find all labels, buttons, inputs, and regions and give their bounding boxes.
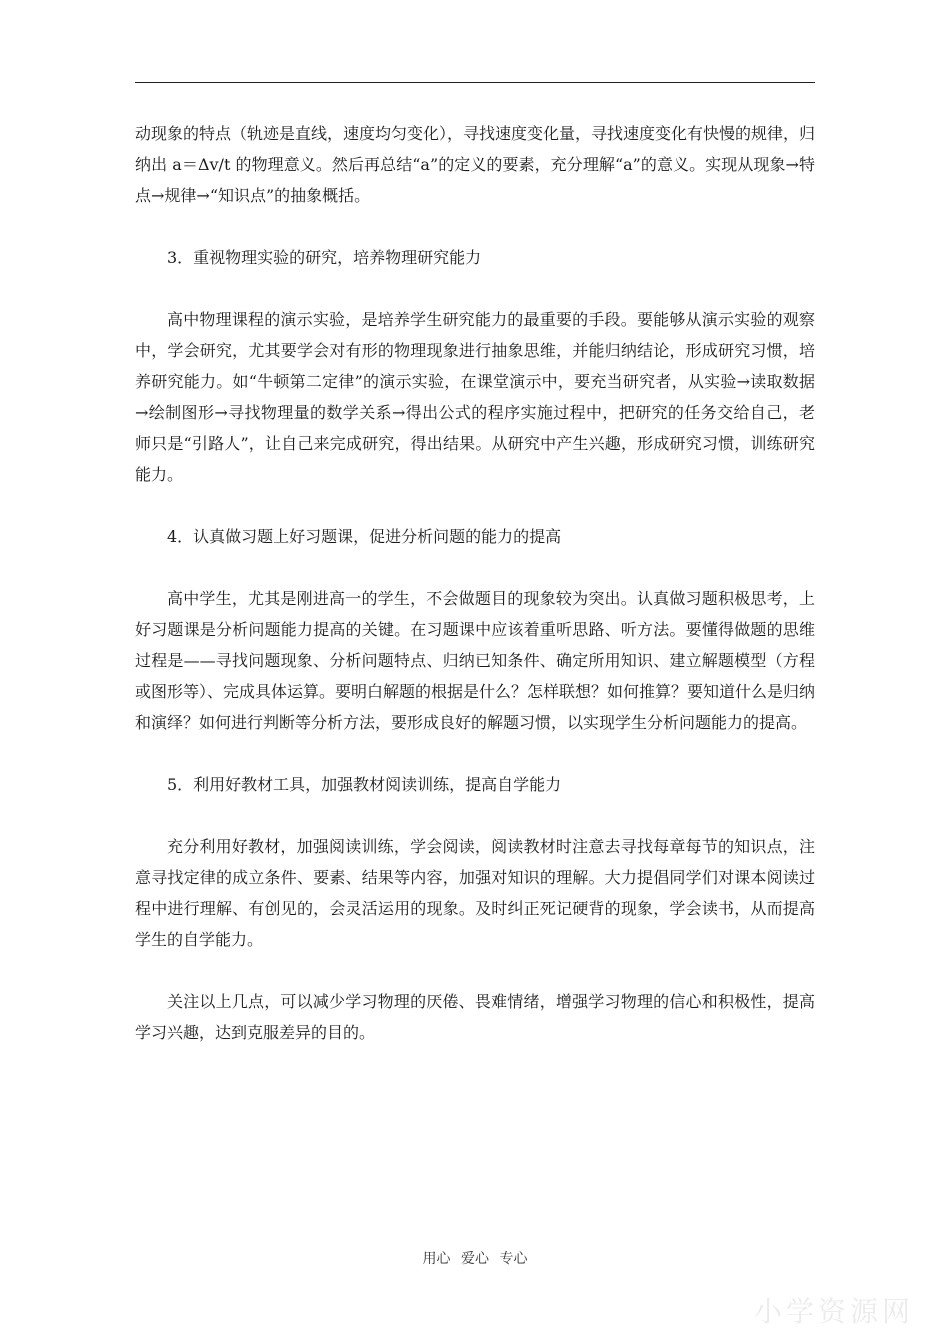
section-heading-3: 3．重视物理实验的研究，培养物理研究能力 (167, 248, 482, 267)
header-rule (135, 82, 815, 83)
section-heading-4: 4．认真做习题上好习题课，促进分析问题的能力的提高 (167, 527, 562, 546)
paragraph-exercises: 高中学生，尤其是刚进高一的学生，不会做题目的现象较为突出。认真做习题积极思考，上好习题课是分析问题能力提高的关键。在习题课中应该着重听思路、听方法。要懂得做题的思维过程是——寻找问题现象、分析问题特点、归纳已知条件、确定所用知识、建立解题模型（方程或图形等）、完成具体运算。要明白解题的根据是什么？怎样联想？如何推算？要知道什么是归纳和演绎？如何进行判断等分析方法，要形成良好的解题习惯，以实现学生分析问题能力的提高。 (135, 589, 816, 732)
watermark: 小学资源网 (753, 1295, 914, 1328)
page-footer: 用心 爱心 专心 (422, 1251, 528, 1267)
document-body (135, 118, 815, 1048)
paragraph-experiments: 高中物理课程的演示实验，是培养学生研究能力的最重要的手段。要能够从演示实验的观察中，学会研究，尤其要学会对有形的物理现象进行抽象思维，并能归纳结论，形成研究习惯，培养研究能力。如“牛顿第二定律”的演示实验，在课堂演示中，要充当研究者，从实验→读取数据→绘制图形→寻找物理量的数学关系→得出公式的程序实施过程中，把研究的任务交给自己，老师只是“引路人”，让自己来完成研究，得出结果。从研究中产生兴趣，形成研究习惯，训练研究能力。 (135, 310, 815, 484)
paragraph-conclusion: 关注以上几点，可以减少学习物理的厌倦、畏难情绪，增强学习物理的信心和积极性，提高学习兴趣，达到克服差异的目的。 (135, 992, 815, 1042)
section-heading-5: 5．利用好教材工具，加强教材阅读训练，提高自学能力 (167, 775, 562, 794)
paragraph-continuation: 动现象的特点（轨迹是直线，速度均匀变化），寻找速度变化量，寻找速度变化有快慢的规律，归纳出 a＝Δv/t 的物理意义。然后再总结“a”的定义的要素，充分理解“a”的意义。实现从现象→特点→规律→“知识点”的抽象概括。 (135, 124, 816, 205)
paragraph-textbook: 充分利用好教材，加强阅读训练，学会阅读，阅读教材时注意去寻找每章每节的知识点，注意寻找定律的成立条件、要素、结果等内容，加强对知识的理解。大力提倡同学们对课本阅读过程中进行理解、有创见的，会灵活运用的现象。及时纠正死记硬背的现象，学会读书，从而提高学生的自学能力。 (135, 837, 815, 949)
